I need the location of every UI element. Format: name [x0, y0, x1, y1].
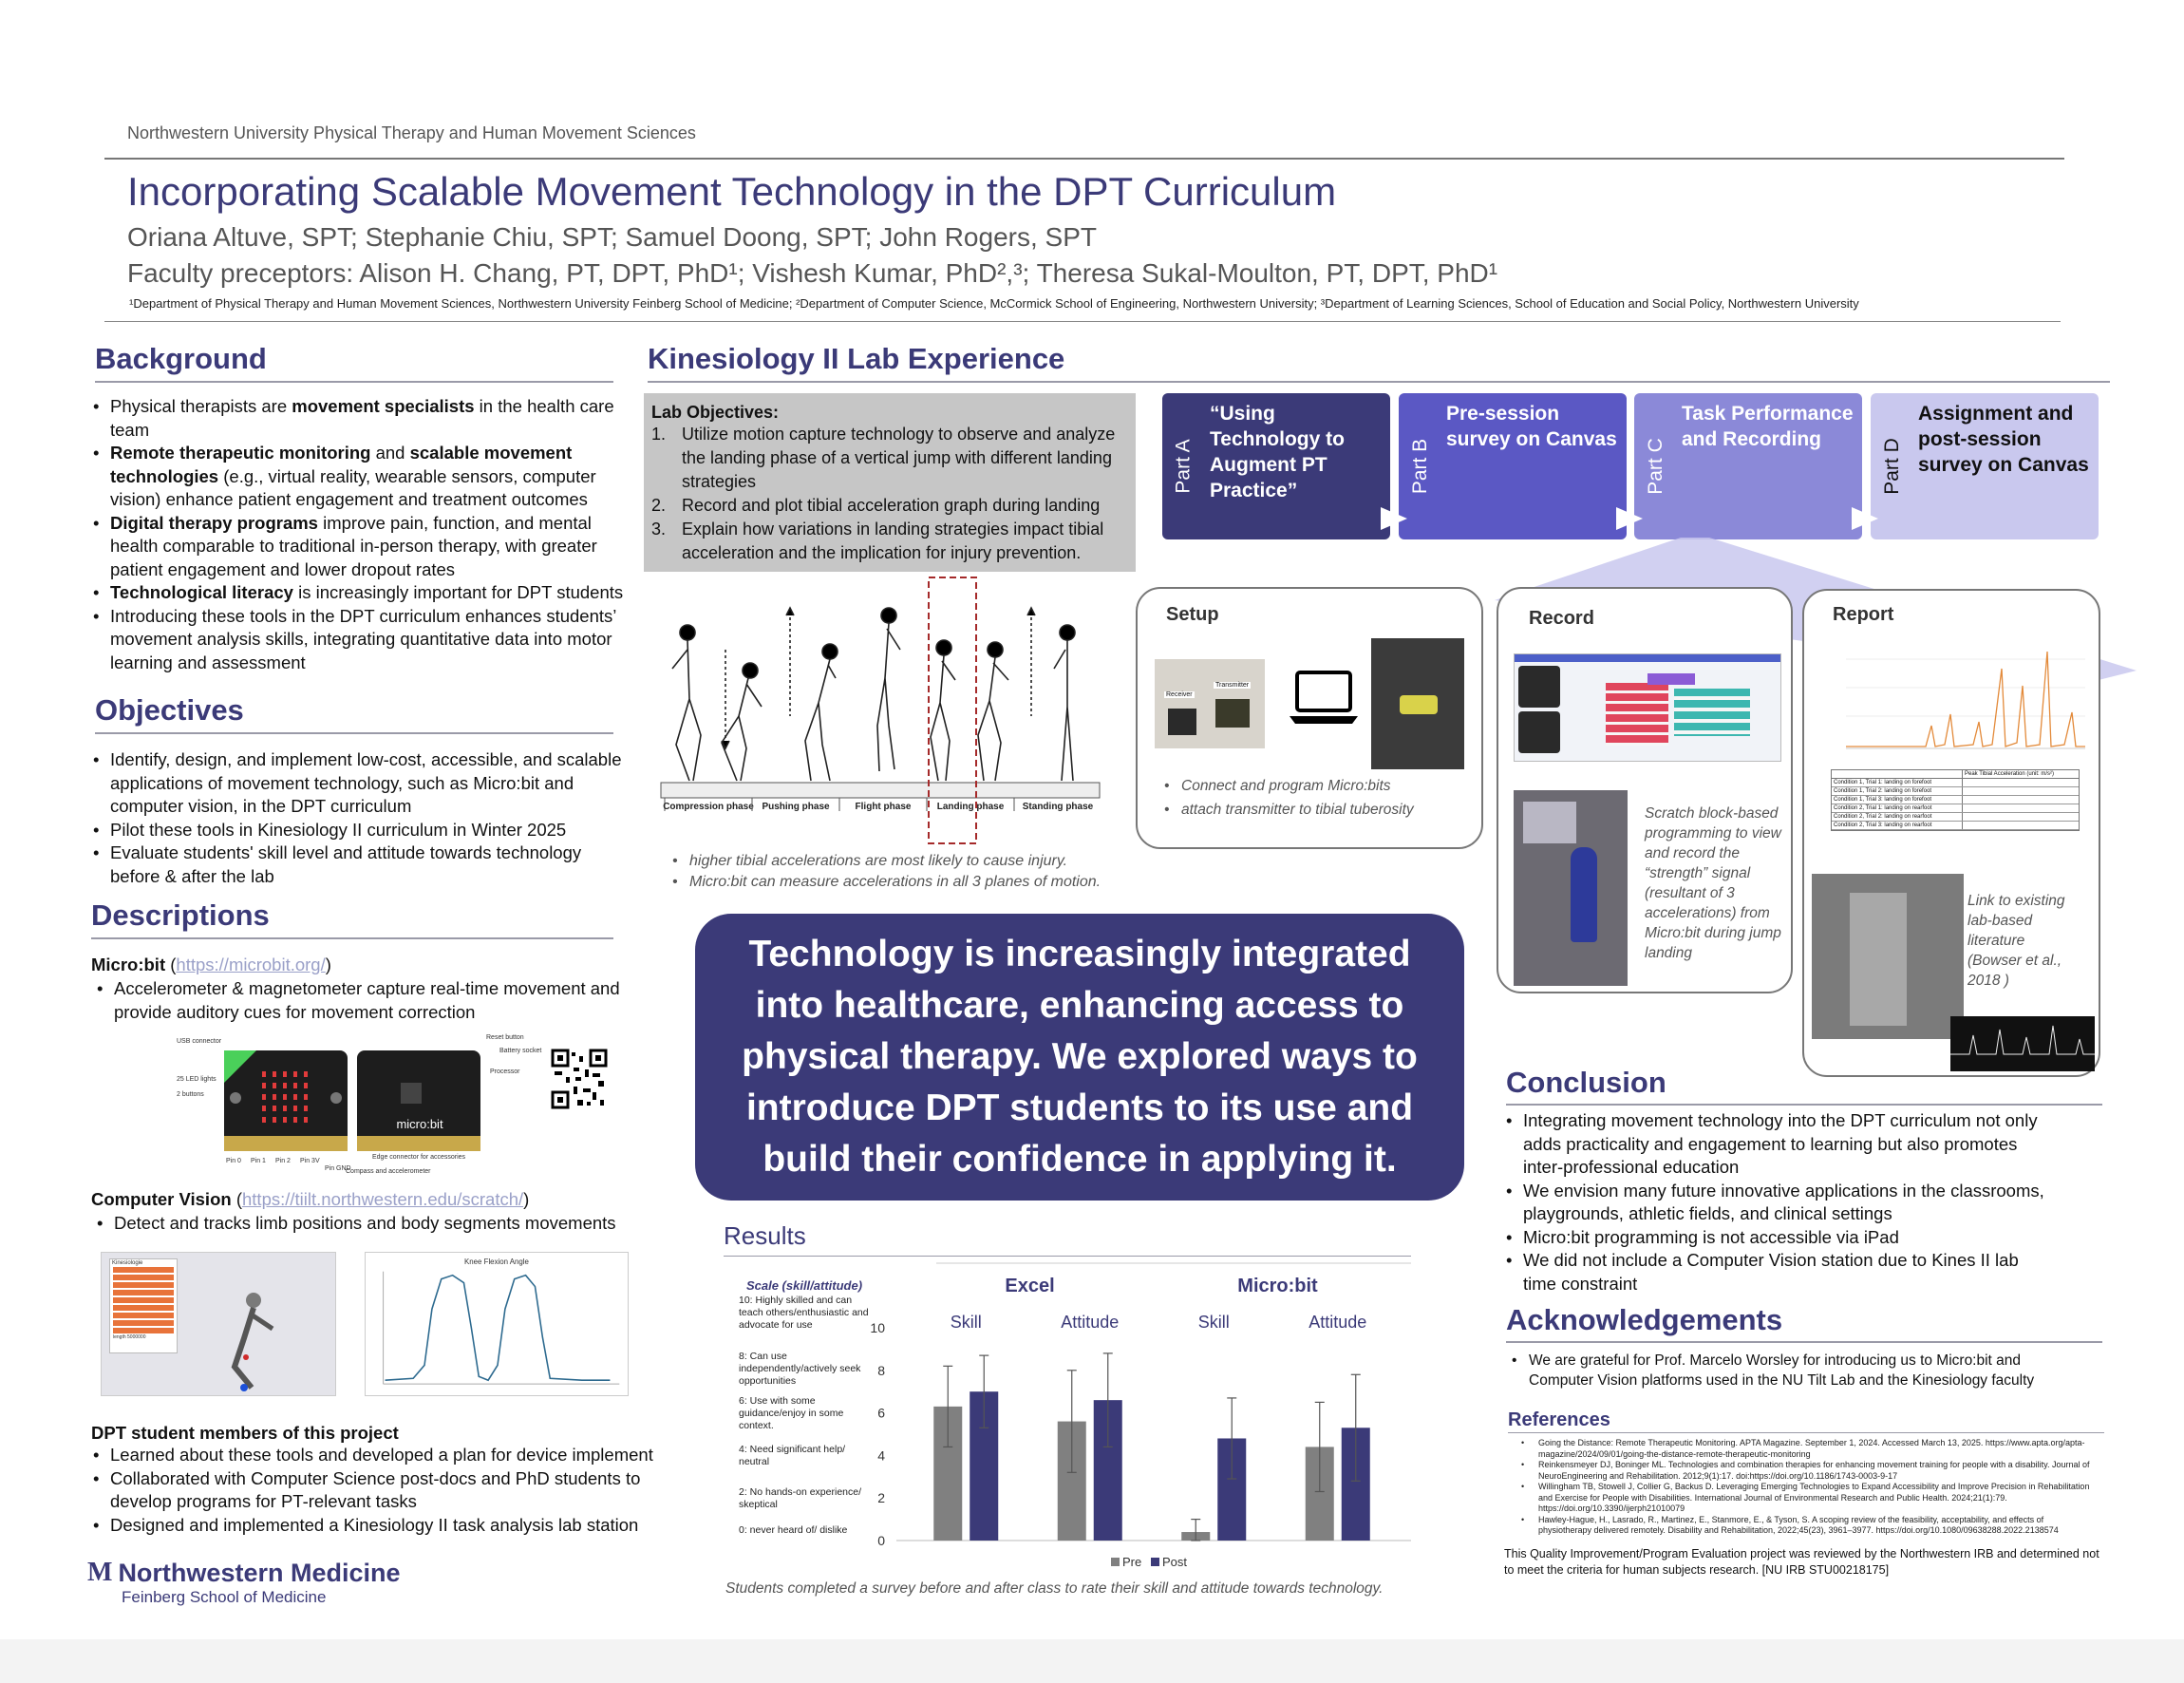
legend-swatch [1151, 1558, 1159, 1566]
lab-note: • higher tibial accelerations are most likely to cause injury. [670, 851, 1145, 872]
report-table-row [1832, 822, 2079, 830]
category-label: Attitude [1061, 1313, 1120, 1332]
report-table-rows [1832, 779, 2079, 830]
part-b-text: Pre-session survey on Canvas [1446, 403, 1617, 450]
objectives-list [91, 748, 632, 888]
setup-item: • Connect and program Micro:bits [1162, 775, 1466, 799]
led [262, 1071, 266, 1077]
led [293, 1106, 297, 1111]
report-table-cell: Condition 1, Trial 1: landing on forefoot [1832, 779, 1963, 786]
irb-statement: This Quality Improvement/Program Evaluation project was reviewed by the Northwestern IRB and determined not to meet the criteria for human subjects research. [NU IRB STU00218175] [1504, 1547, 2099, 1577]
report-signal-line [1950, 1016, 2095, 1071]
group-label: Excel [1005, 1276, 1055, 1296]
jump-figures [672, 608, 1075, 781]
led [262, 1106, 266, 1111]
scratch-microbit-b [1518, 711, 1560, 753]
qr-code [551, 1049, 608, 1109]
setup-title: Setup [1166, 604, 1219, 625]
led [293, 1094, 297, 1100]
pin-label: Pin 3V [300, 1158, 320, 1164]
results-bar-chart [860, 1263, 1421, 1582]
microbit-button-b [330, 1092, 342, 1104]
report-title: Report [1833, 604, 1894, 625]
dpt-item: • Designed and implemented a Kinesiology II task analysis lab station [91, 1514, 670, 1538]
group-label: Micro:bit [1237, 1276, 1318, 1296]
cv-panel-title: Kinesiologie [112, 1260, 143, 1266]
setup-photo-devices [1155, 659, 1265, 748]
led [283, 1083, 287, 1088]
bottom-band [0, 1639, 2184, 1683]
lab-objectives-title: Lab Objectives: [651, 403, 780, 422]
led [283, 1106, 287, 1111]
report-panel [1802, 589, 2100, 1077]
cv-label: Computer Vision [91, 1189, 232, 1209]
knee-chart-title: Knee Flexion Angle [464, 1257, 529, 1266]
jump-phases-diagram [655, 574, 1105, 845]
background-rule [95, 381, 613, 383]
logo-name: Northwestern Medicine [118, 1558, 401, 1587]
phase-label: Compression phase [663, 802, 754, 812]
led [293, 1083, 297, 1088]
led [283, 1117, 287, 1123]
lab-notes [670, 851, 1145, 893]
y-tick-label: 0 [877, 1533, 885, 1548]
y-tick-label: 8 [877, 1362, 885, 1378]
descriptions-heading: Descriptions [91, 898, 270, 932]
report-table-cell: Condition 1, Trial 3: landing on forefoot [1832, 796, 1963, 804]
dpt-heading: DPT student members of this project [91, 1423, 399, 1443]
y-tick-label: 2 [877, 1490, 885, 1506]
background-item: • Digital therapy programs improve pain, function, and mental health comparable to traditional in-person therapy, with greater patient engagement and lower dropout rates [91, 512, 632, 582]
microbit-battery-label: Battery socket [499, 1048, 542, 1054]
references-list [1519, 1438, 2099, 1537]
record-title: Record [1529, 608, 1594, 629]
objectives-rule [95, 732, 613, 734]
part-c-label: Part C [1645, 438, 1667, 495]
setup-panel [1136, 587, 1483, 849]
microbit-processor [401, 1083, 422, 1104]
scratch-blocks-purple [1647, 673, 1695, 685]
report-table-row [1832, 787, 2079, 796]
microbit-label-line: Micro:bit (https://microbit.org/) [91, 955, 331, 974]
dpt-item: • Collaborated with Computer Science post-docs and PhD students to develop programs for PT-relevant tasks [91, 1467, 670, 1514]
results-heading: Results [724, 1221, 806, 1250]
report-photo [1812, 874, 1964, 1039]
background-item: • Remote therapeutic monitoring and scalable movement technologies (e.g., virtual reality, wearable sensors, computer vision) enhance patient engagement and treatment outcomes [91, 442, 632, 512]
part-a-label: Part A [1173, 439, 1196, 494]
conclusion-item: • Integrating movement technology into the DPT curriculum not only adds practicality and engagement to learning but also promotes inter-professional education [1504, 1109, 2055, 1180]
report-table-row [1832, 779, 2079, 787]
led [273, 1094, 276, 1100]
microbit-brand: micro:bit [396, 1117, 443, 1131]
y-tick-label: 6 [877, 1405, 885, 1421]
setup-list [1162, 775, 1466, 822]
report-table-cell: Condition 2, Trial 1: landing on rearfoot [1832, 804, 1963, 812]
conclusion-item: • We did not include a Computer Vision station due to Kines II lab time constraint [1504, 1249, 2055, 1295]
scale-item: 10: Highly skilled and can teach others/enthusiastic and advocate for use [739, 1295, 869, 1331]
report-table-row [1832, 813, 2079, 822]
led [273, 1083, 276, 1088]
scale-item: 4: Need significant help/ neutral [739, 1444, 846, 1467]
led [262, 1117, 266, 1123]
led [262, 1094, 266, 1100]
authors-line: Oriana Altuve, SPT; Stephanie Chiu, SPT; Samuel Doong, SPT; John Rogers, SPT [127, 222, 1097, 252]
microbit-edge-label: Edge connector for accessories [372, 1154, 466, 1161]
receiver-label: Receiver [1166, 691, 1193, 698]
references-heading: References [1508, 1409, 1610, 1430]
phase-label: Standing phase [1022, 802, 1094, 812]
led [293, 1071, 297, 1077]
reference-item: • Hawley-Hague, H., Lasrado, R., Martinez, E., Stanmore, E., & Tyson, S. A scoping review of the feasibility, acceptability, and effects of physiotherapy delivered remotely. Disability and Rehabilitation, 2022;45(23), 3961–3977. https://doi.org/10.1080/09638288.2022.2138574 [1519, 1515, 2099, 1537]
results-caption: Students completed a survey before and after class to rate their skill and attitude towards technology. [725, 1580, 1384, 1597]
report-table-row [1832, 796, 2079, 804]
background-item: • Physical therapists are movement specialists in the health care team [91, 395, 632, 442]
part-c-text: Task Performance and Recording [1682, 403, 1854, 450]
setup-photo-leg [1371, 638, 1464, 769]
y-tick-label: 10 [870, 1320, 885, 1335]
conclusion-item: • Micro:bit programming is not accessible via iPad [1504, 1226, 2055, 1250]
cv-panel-rows [113, 1267, 174, 1333]
background-heading: Background [95, 342, 267, 375]
conclusion-rule [1506, 1104, 2102, 1106]
acknowledgements-heading: Acknowledgements [1506, 1303, 1783, 1336]
faculty-line: Faculty preceptors: Alison H. Chang, PT, DPT, PhD¹; Vishesh Kumar, PhD²,³; Theresa Sukal-Moulton, PT, DPT, PhD¹ [127, 258, 1498, 288]
category-label: Attitude [1309, 1313, 1367, 1332]
scratch-microbit-a [1518, 666, 1560, 708]
led [262, 1083, 266, 1088]
led [304, 1083, 308, 1088]
led [304, 1094, 308, 1100]
microbit-usb-label: USB connector [177, 1038, 222, 1045]
report-link-text[interactable]: Link to existing lab-based literature (Bowser et al., 2018 ) [1967, 893, 2065, 989]
background-list [91, 395, 632, 674]
record-text: Scratch block-based programming to view and record the “strength” signal (resultant of 3 accelerations) from Micro:bit during jump landing [1645, 805, 1781, 961]
knee-flexion-line [386, 1276, 611, 1381]
lab-objective-item: 3. Explain how variations in landing strategies impact tibial acceleration and the implication for injury prevention. [651, 520, 1104, 562]
scale-item: 8: Can use independently/actively seek opportunities [739, 1351, 861, 1387]
microbit-back-edge [357, 1136, 480, 1151]
leg-sensor [1400, 695, 1438, 714]
y-tick-label: 4 [877, 1447, 885, 1464]
parts-row [1162, 393, 2112, 541]
phase-label: Flight phase [855, 802, 912, 812]
scratch-blocks-red [1606, 683, 1668, 746]
dpt-list [91, 1444, 670, 1537]
microbit-reset-label: Reset button [486, 1034, 524, 1041]
logo-mark: M [87, 1558, 113, 1587]
led [293, 1117, 297, 1123]
scale-item: 6: Use with some guidance/enjoy in some context. [739, 1395, 844, 1431]
reference-item: • Willingham TB, Stowell J, Collier G, Backus D. Leveraging Emerging Technologies to Expand Accessibility and Improve Precision in Rehabilitation and Exercise for People with Disabilities. International Journal of Environmental Research and Public Health. 2024;21(1):79. https://doi.org/10.3390/ijerph21010079 [1519, 1482, 2099, 1515]
microbit-diagram [171, 1030, 542, 1182]
part-a-text: “Using Technology to Augment PT Practice” [1210, 403, 1345, 501]
objective-item: • Evaluate students' skill level and attitude towards technology before & after the lab [91, 842, 632, 888]
transmitter-label: Transmitter [1215, 682, 1250, 689]
lab-objectives-box [644, 393, 1136, 572]
setup-item: • attach transmitter to tibial tuberosity [1162, 799, 1466, 823]
phase-label: Pushing phase [762, 802, 830, 812]
microbit-processor-label: Processor [490, 1068, 520, 1075]
lab-objectives-list [651, 423, 1128, 565]
cv-panel-footer: length 5000000 [113, 1334, 146, 1340]
part-arrows [1162, 393, 2112, 541]
led [283, 1071, 287, 1077]
legend-label: Pre [1122, 1555, 1142, 1569]
descriptions-rule [91, 937, 613, 939]
receiver-board [1168, 709, 1196, 735]
pin-label: Pin 0 [226, 1158, 241, 1164]
laptop-icon [1288, 669, 1360, 728]
scale-item: 0: never heard of/ dislike [739, 1524, 848, 1536]
acknowledgements-rule [1506, 1341, 2102, 1343]
microbit-pin-labels [226, 1158, 351, 1172]
affiliations-line: ¹Department of Physical Therapy and Human Movement Sciences, Northwestern University Feinberg School of Medicine; ²Department of Computer Science, McCormick School of Engineering, Northwestern University; ³Department of Learning Sciences, School of Education and Social Policy, Northwestern University [129, 296, 1859, 311]
pin-label: Pin GND [325, 1165, 351, 1172]
report-table-header-text: Peak Tibial Acceleration (unit: m/s²) [1965, 771, 2055, 777]
report-acceleration-line [1846, 652, 2085, 747]
lab-rule [648, 381, 2110, 383]
cv-label-line: Computer Vision (https://tiilt.northwestern.edu/scratch/) [91, 1189, 530, 1209]
jump-floor [661, 783, 1100, 798]
led [273, 1117, 276, 1123]
category-label: Skill [1197, 1313, 1230, 1332]
microbit-button-a [230, 1092, 241, 1104]
objective-item: • Pilot these tools in Kinesiology II curriculum in Winter 2025 [91, 819, 632, 842]
microbit-item: • Accelerometer & magnetometer capture real-time movement and provide auditory cues for movement correction [95, 977, 646, 1024]
poster-title: Incorporating Scalable Movement Technology in the DPT Curriculum [127, 169, 1337, 214]
record-photo-screen [1523, 802, 1576, 843]
microbit-leds-label: 25 LED lights [177, 1076, 217, 1083]
pin-label: Pin 2 [275, 1158, 291, 1164]
acknowledgements-list [1510, 1351, 2080, 1390]
cv-item: • Detect and tracks limb positions and body segments movements [95, 1212, 646, 1236]
category-label: Skill [950, 1313, 982, 1332]
header-rule-top [104, 158, 2064, 160]
dpt-item: • Learned about these tools and developed a plan for device implement [91, 1444, 670, 1467]
report-table [1831, 769, 2080, 831]
part-d-label: Part D [1881, 438, 1904, 495]
reference-item: • Reinkensmeyer DJ, Boninger ML. Technologies and combination therapies for enhancing movement training for people with a disability. Journal of NeuroEngineering and Rehabilitation. 2012;9(1):17. doi:https://doi.org/10.1186/1743-0003-9-17 [1519, 1460, 2099, 1482]
objective-item: • Identify, design, and implement low-cost, accessible, and scalable applications of movement technology, such as Micro:bit and computer vision, in the DPT curriculum [91, 748, 632, 819]
references-rule [1508, 1432, 2104, 1433]
header-rule-bottom [104, 321, 2061, 322]
cv-person-figure [197, 1281, 301, 1393]
knee-flexion-chart [365, 1252, 629, 1396]
cv-screenshot [101, 1252, 336, 1396]
report-acceleration-chart [1840, 631, 2089, 754]
key-message: Technology is increasingly integrated into healthcare, enhancing access to physical therapy. We explored ways to introduce DPT students to its use and build their confidence in applying it. [695, 914, 1464, 1201]
northwestern-logo [87, 1558, 401, 1588]
legend-swatch [1111, 1558, 1120, 1566]
phase-label: Landing phase [936, 802, 1005, 812]
scratch-topbar [1515, 654, 1780, 662]
lab-note: • Micro:bit can measure accelerations in all 3 planes of motion. [670, 872, 1145, 893]
microbit-compass-label: Compass and accelerometer [346, 1168, 431, 1175]
scratch-screenshot [1514, 653, 1781, 762]
lab-heading: Kinesiology II Lab Experience [648, 342, 1065, 375]
report-table-cell: Condition 2, Trial 3: landing on rearfoot [1832, 822, 1963, 829]
microbit-list [95, 977, 646, 1024]
logo-subtitle: Feinberg School of Medicine [122, 1588, 327, 1606]
jump-phase-labels [663, 798, 1093, 812]
part-b-label: Part B [1409, 438, 1432, 495]
cv-list [95, 1212, 646, 1236]
microbit-label: Micro:bit [91, 955, 166, 974]
report-table-header [1832, 770, 2079, 779]
pin-label: Pin 1 [251, 1158, 266, 1164]
acknowledgements-item: • We are grateful for Prof. Marcelo Worsley for introducing us to Micro:bit and Computer Vision platforms used in the NU Tilt Lab and the Kinesiology faculty [1510, 1351, 2080, 1390]
conclusion-item: • We envision many future innovative applications in the classrooms, playgrounds, athletic fields, and clinical settings [1504, 1180, 2055, 1226]
conclusion-heading: Conclusion [1506, 1066, 1666, 1099]
lab-objective-item: 2. Record and plot tibial acceleration graph during landing [651, 496, 1101, 515]
led [273, 1071, 276, 1077]
reference-item: • Going the Distance: Remote Therapeutic Monitoring. APTA Magazine. September 1, 2024. Accessed March 13, 2025. https://www.apta.org/apta-magazine/2024/09/01/going-the-distance-remote-therapeutic-monitoring [1519, 1438, 2099, 1460]
background-item: • Introducing these tools in the DPT curriculum enhances students’ movement analysis skills, integrating quantitative data into motor learning and assessment [91, 605, 632, 675]
institution-line: Northwestern University Physical Therapy and Human Movement Sciences [127, 123, 696, 142]
microbit-link[interactable]: https://microbit.org/ [176, 955, 326, 974]
report-table-cell: Condition 1, Trial 2: landing on forefoot [1832, 787, 1963, 795]
results-rule [724, 1256, 1411, 1257]
microbit-front-edge [224, 1136, 348, 1151]
report-table-cell: Condition 2, Trial 2: landing on rearfoot [1832, 813, 1963, 821]
led [304, 1071, 308, 1077]
background-item: • Technological literacy is increasingly important for DPT students [91, 581, 632, 605]
report-signal-strip [1950, 1016, 2095, 1071]
report-photo-legs [1850, 893, 1907, 1026]
legend-label: Post [1162, 1555, 1188, 1569]
led [304, 1117, 308, 1123]
objectives-heading: Objectives [95, 693, 244, 727]
results-scale [739, 1278, 870, 1537]
scale-item: 2: No hands-on experience/ skeptical [739, 1486, 861, 1510]
microbit-buttons-label: 2 buttons [177, 1091, 204, 1098]
record-photo [1514, 790, 1628, 986]
lab-objective-item: 1. Utilize motion capture technology to observe and analyze the landing phase of a vertical jump with different landing strategies [651, 425, 1116, 491]
scratch-blocks-teal [1674, 689, 1750, 736]
cv-variable-panel [109, 1258, 178, 1353]
led [273, 1106, 276, 1111]
part-d-text: Assignment and post-session survey on Canvas [1918, 403, 2089, 476]
record-photo-person [1571, 847, 1597, 942]
transmitter-board [1215, 699, 1250, 728]
record-panel [1497, 587, 1793, 993]
conclusion-list [1504, 1109, 2055, 1295]
led [304, 1106, 308, 1111]
led [283, 1094, 287, 1100]
scale-title: Scale (skill/attitude) [745, 1278, 863, 1293]
report-table-row [1832, 804, 2079, 813]
cv-link[interactable]: https://tiilt.northwestern.edu/scratch/ [242, 1189, 524, 1209]
